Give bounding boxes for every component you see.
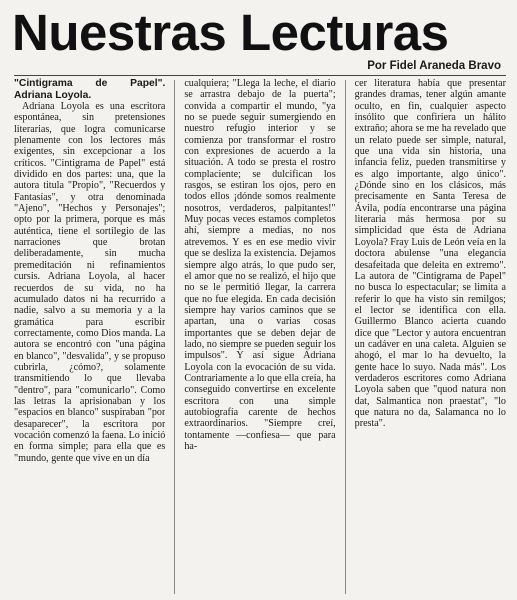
lead-heading: "Cintigrama de Papel". Adriana Loyola. [14, 78, 166, 101]
column-2-text: cualquiera; "Llega la leche, el diario se arrastra debajo de la puerta"; convida a compartir el mundo, "ya no se puede seguir sumergiendo en nuestro refugio interior y se comienza por transformar el rostro con expresiones de acuerdo a la situación. A todo se presta el rostro complaciente; se dulcifican los rasgos, se estiran los ojos, pero en todos ellos ¡dónde somos realmente nosotros, verdaderos, palpitantes!" Muy pocas veces estamos completos ahí, siempre a medias, no nos atrevemos. Y es en ese medio vivir que se desliza la existencia. Dejamos siempre algo atrás, lo que pudo ser, el amor que no se realizó, el hijo que no se le permitió llegar, la carrera que no fue elegida. En cada decisión siempre hay varios caminos que se apartan, una o varias cosas importantes que se deben dejar de lado, no siempre se pueden seguir los impulsos". Y así sigue Adriana Loyola con la evocación de su vida. Contrariamente a lo que ella creía, ha conseguido convertirse en excelente escritora con una simple autobiografía carente de hechos extraordinarios. "Siempre creí, tontamente —confiesa— que para ha- [184, 78, 336, 452]
header-rule [14, 75, 506, 76]
article-column-3 [355, 78, 506, 596]
column-1-text: Adriana Loyola es una escritora espontánea, sin pretensiones literarias, que logra comunicarse plenamente con los lectores más exigentes, sin excepcionar a los críticos. "Cintigrama de Papel" está dividido en dos partes: una, que la autora titula "Propio", "Recuerdos y Fantasías", y otra denominada "Ajeno", "Hechos y Personajes"; opto por la primera, porque es más auténtica, tiene el sortilegio de las narraciones que brotan deliberadamente, sin mucha premeditación ni refinamientos cursis. Adriana Loyola, al hacer recuerdos de su vida, no ha acumulado datos ni ha recurrido a nadie, salvo a su memoria y a la gramática para escribir correctamente, como Dios manda. La autora se encontró con "una página en blanco", "desvalida", y se propuso cubrirla, ¿cómo?, solamente transmitiendo lo que llevaba "dentro", para "comunicarlo". Como las letras la aprisionaban y los "espacios en blanco" suspiraban "por desaparecer", la escritora por vocación comenzó la faena. Lo inició en forma simple; para ella que es "mundo, gente que vive en un día [14, 101, 166, 464]
column-3-text: cer literatura había que presentar grandes dramas, tener algún amante oculto, en fin, cualquier aspecto insólito que confiriera un hálito extraño; ahora se me ha revelado que un relato puede ser simple, natural, que una vida sin historia, una infancia feliz, pueden transmitirse y es algo importante, algo único". ¿Dónde sino en los clásicos, más precisamente en Santa Teresa de Ávila, podía encontrarse una página literaria más hermosa por su simplicidad que ésta de Adriana Loyola? Fray Luis de León veía en la doctora abulense "una elegancia desafeitada que deleita en extremo". La autora de "Cintigrama de Papel" no busca lo espectacular; se limita a referir lo que ha visto sin remilgos; el lector se identifica con ella. Guillermo Blanco acierta cuando dice que "Lector y autora encuentran un cadáver en una caleta. Alguien se ahogó, el mar lo ha devuelto, la gente hace lo suyo. Nada más". Los verdaderos escritores como Adriana Loyola saben que "quod natura non dat, Salmantica non praestat", "lo que natura no da, Salamanca no lo presta". [354, 78, 506, 430]
column-divider [345, 80, 346, 594]
column-divider [174, 80, 175, 594]
article-column-1 [14, 78, 165, 596]
article-title: Nuestras Lecturas [12, 4, 449, 61]
article-column-2 [184, 78, 335, 596]
article-body [14, 78, 506, 596]
article-byline: Por Fidel Araneda Bravo [367, 60, 501, 72]
